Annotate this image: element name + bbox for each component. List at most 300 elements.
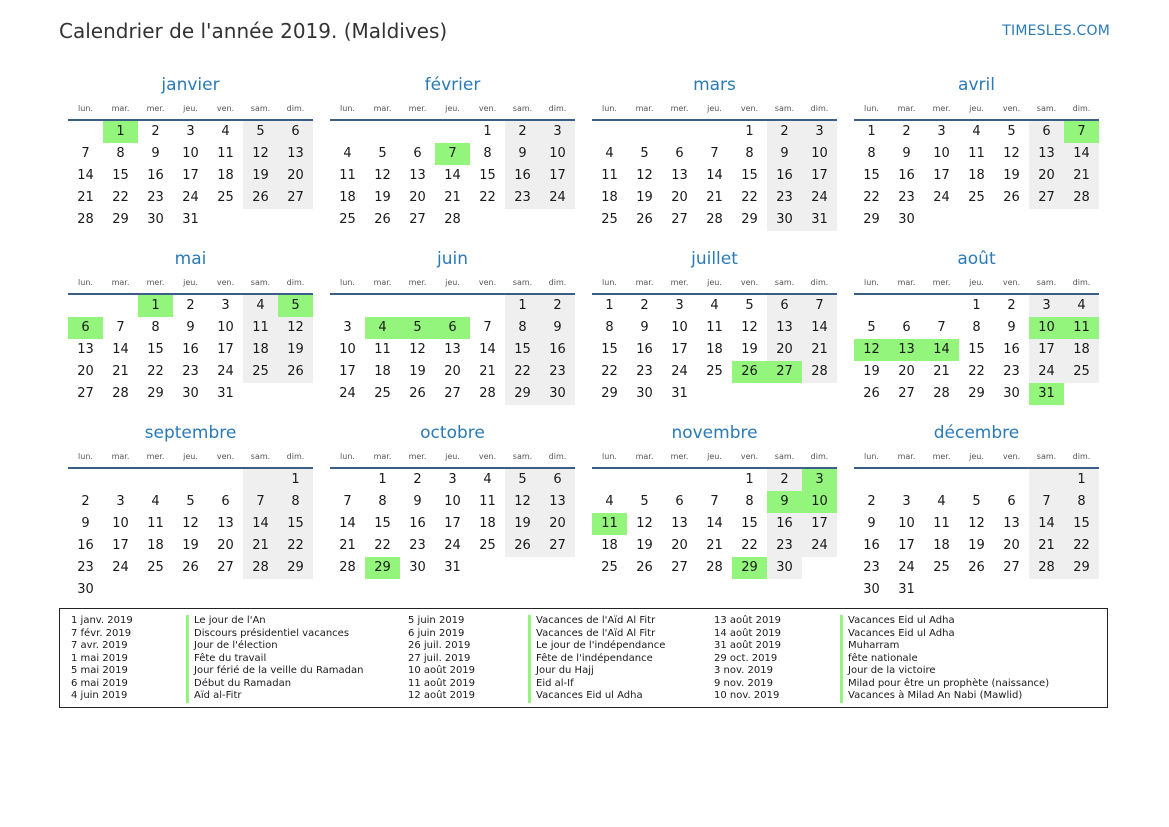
day-cell: 23 xyxy=(505,187,540,209)
weekday-label: mar. xyxy=(111,104,130,113)
day-cell: 4 xyxy=(972,124,981,139)
months-grid xyxy=(68,73,1102,595)
day-cell: 15 xyxy=(741,168,758,183)
empty-cell xyxy=(68,469,103,491)
weekday-header xyxy=(68,97,313,121)
day-cell: 17 xyxy=(112,538,129,553)
empty-cell xyxy=(435,295,470,317)
month-2 xyxy=(592,73,837,247)
weekday-label: mer. xyxy=(408,104,427,113)
day-cell: 19 xyxy=(374,190,391,205)
day-cell: 26 xyxy=(863,386,880,401)
day-grid xyxy=(68,121,313,231)
legend-date: 6 juin 2019 xyxy=(408,627,465,639)
day-cell: 10 xyxy=(444,494,461,509)
legend-date: 7 avr. 2019 xyxy=(71,640,128,651)
day-cell: 2 xyxy=(505,121,540,143)
weekday-label: lun. xyxy=(602,278,617,287)
day-cell: 25 xyxy=(217,190,234,205)
day-cell: 2 xyxy=(902,124,911,139)
day-cell: 12 xyxy=(1003,146,1020,161)
day-cell: 24 xyxy=(671,364,688,379)
day-cell: 3 xyxy=(540,121,575,143)
day-cell: 25 xyxy=(706,364,723,379)
day-cell: 7 xyxy=(937,320,946,335)
day-grid xyxy=(592,295,837,405)
weekday-label: dim. xyxy=(286,104,305,113)
day-cell: 11 xyxy=(933,516,950,531)
day-cell: 7 xyxy=(710,146,719,161)
day-cell: 9 xyxy=(902,146,911,161)
day-cell: 13 xyxy=(444,342,461,357)
day-cell: 4 xyxy=(365,317,400,339)
weekday-label: dim. xyxy=(810,278,829,287)
day-cell: 24 xyxy=(933,190,950,205)
day-cell: 1 xyxy=(138,295,173,317)
legend-date: 31 août 2019 xyxy=(714,640,782,651)
day-cell: 30 xyxy=(863,582,880,597)
day-cell: 3 xyxy=(343,320,352,335)
weekday-header xyxy=(592,445,837,469)
day-cell: 16 xyxy=(77,538,94,553)
weekday-label: dim. xyxy=(286,452,305,461)
day-cell: 21 xyxy=(243,535,278,557)
weekday-label: jeu. xyxy=(445,278,460,287)
weekday-label: mer. xyxy=(932,452,951,461)
day-cell: 11 xyxy=(147,516,164,531)
day-cell: 8 xyxy=(278,491,313,513)
day-cell: 19 xyxy=(409,364,426,379)
day-cell: 30 xyxy=(898,212,915,227)
day-cell: 17 xyxy=(444,516,461,531)
day-cell: 21 xyxy=(933,364,950,379)
legend-date: 7 févr. 2019 xyxy=(71,627,132,639)
day-cell: 2 xyxy=(413,472,422,487)
month-7 xyxy=(854,247,1099,421)
day-cell: 28 xyxy=(802,361,837,383)
day-cell: 5 xyxy=(640,146,649,161)
empty-cell xyxy=(243,469,278,491)
day-cell: 26 xyxy=(636,560,653,575)
day-cell: 18 xyxy=(339,190,356,205)
day-cell: 15 xyxy=(505,339,540,361)
weekday-label: sam. xyxy=(1036,104,1057,113)
day-cell: 4 xyxy=(243,295,278,317)
day-cell: 23 xyxy=(767,187,802,209)
empty-cell xyxy=(68,121,103,143)
weekday-label: sam. xyxy=(250,278,271,287)
day-cell: 27 xyxy=(540,535,575,557)
day-cell: 5 xyxy=(972,494,981,509)
day-cell: 24 xyxy=(444,538,461,553)
day-cell: 21 xyxy=(77,190,94,205)
day-cell: 11 xyxy=(217,146,234,161)
day-cell: 15 xyxy=(1064,513,1099,535)
legend-date: 9 nov. 2019 xyxy=(714,677,773,689)
weekday-label: mar. xyxy=(111,278,130,287)
day-cell: 8 xyxy=(745,146,754,161)
day-cell: 10 xyxy=(112,516,129,531)
legend-holiday-name: Fête de l'indépendance xyxy=(528,653,665,666)
legend-holiday-name: Jour du Hajj xyxy=(528,665,665,678)
day-cell: 25 xyxy=(374,386,391,401)
weekday-label: ven. xyxy=(1002,278,1021,287)
day-cell: 28 xyxy=(1064,187,1099,209)
day-cell: 1 xyxy=(972,298,981,313)
weekday-label: lun. xyxy=(340,452,355,461)
day-cell: 12 xyxy=(374,168,391,183)
empty-cell xyxy=(330,121,365,143)
day-cell: 22 xyxy=(505,361,540,383)
weekday-header xyxy=(854,271,1099,295)
day-cell: 25 xyxy=(243,361,278,383)
day-cell: 18 xyxy=(601,190,618,205)
weekday-header xyxy=(592,97,837,121)
day-cell: 9 xyxy=(81,516,90,531)
day-cell: 14 xyxy=(1029,513,1064,535)
day-cell: 7 xyxy=(435,143,470,165)
day-cell: 30 xyxy=(409,560,426,575)
month-name: mai xyxy=(174,249,207,269)
day-cell: 9 xyxy=(186,320,195,335)
day-cell: 10 xyxy=(898,516,915,531)
day-cell: 3 xyxy=(186,124,195,139)
weekday-label: dim. xyxy=(1072,452,1091,461)
weekday-label: jeu. xyxy=(707,104,722,113)
day-cell: 30 xyxy=(77,582,94,597)
month-5 xyxy=(330,247,575,421)
day-cell: 1 xyxy=(505,295,540,317)
empty-cell xyxy=(627,121,662,143)
day-cell: 13 xyxy=(278,143,313,165)
day-cell: 12 xyxy=(505,491,540,513)
day-cell: 8 xyxy=(745,494,754,509)
month-10 xyxy=(592,421,837,595)
day-cell: 17 xyxy=(182,168,199,183)
day-cell: 7 xyxy=(1029,491,1064,513)
day-cell: 7 xyxy=(710,494,719,509)
weekday-label: sam. xyxy=(512,278,533,287)
legend-holiday-name: Vacances Eid ul Adha xyxy=(840,615,1049,628)
day-cell: 2 xyxy=(867,494,876,509)
day-cell: 7 xyxy=(483,320,492,335)
day-cell: 17 xyxy=(933,168,950,183)
day-cell: 2 xyxy=(186,298,195,313)
weekday-label: dim. xyxy=(810,452,829,461)
day-cell: 11 xyxy=(479,494,496,509)
day-cell: 23 xyxy=(540,361,575,383)
empty-cell xyxy=(662,469,697,491)
day-cell: 28 xyxy=(706,212,723,227)
empty-cell xyxy=(330,469,365,491)
day-cell: 4 xyxy=(605,146,614,161)
day-cell: 12 xyxy=(182,516,199,531)
weekday-label: ven. xyxy=(478,278,497,287)
day-cell: 30 xyxy=(767,209,802,231)
weekday-label: jeu. xyxy=(969,104,984,113)
day-cell: 16 xyxy=(505,165,540,187)
day-cell: 8 xyxy=(972,320,981,335)
weekday-label: ven. xyxy=(216,452,235,461)
empty-cell xyxy=(68,295,103,317)
day-cell: 10 xyxy=(182,146,199,161)
weekday-label: lun. xyxy=(602,452,617,461)
weekday-header xyxy=(68,271,313,295)
day-cell: 1 xyxy=(605,298,614,313)
legend-date-column xyxy=(714,615,781,703)
day-cell: 13 xyxy=(540,491,575,513)
weekday-label: sam. xyxy=(774,452,795,461)
weekday-label: sam. xyxy=(774,278,795,287)
day-cell: 5 xyxy=(505,469,540,491)
month-0 xyxy=(68,73,313,247)
day-cell: 21 xyxy=(479,364,496,379)
day-cell: 22 xyxy=(278,535,313,557)
day-cell: 15 xyxy=(278,513,313,535)
legend-date: 1 janv. 2019 xyxy=(71,615,133,626)
month-9 xyxy=(330,421,575,595)
month-3 xyxy=(854,73,1099,247)
day-cell: 8 xyxy=(867,146,876,161)
day-cell: 27 xyxy=(671,560,688,575)
legend-name-column xyxy=(840,615,1049,703)
day-cell: 11 xyxy=(1064,317,1099,339)
day-cell: 20 xyxy=(1029,165,1064,187)
day-cell: 14 xyxy=(924,339,959,361)
day-cell: 16 xyxy=(863,538,880,553)
empty-cell xyxy=(627,469,662,491)
day-cell: 24 xyxy=(1029,361,1064,383)
day-cell: 2 xyxy=(1007,298,1016,313)
day-cell: 28 xyxy=(339,560,356,575)
legend-holiday-name: Début du Ramadan xyxy=(186,678,364,691)
month-11 xyxy=(854,421,1099,595)
day-cell: 11 xyxy=(968,146,985,161)
day-cell: 27 xyxy=(671,212,688,227)
day-cell: 20 xyxy=(1003,538,1020,553)
day-cell: 13 xyxy=(889,339,924,361)
day-cell: 24 xyxy=(802,187,837,209)
empty-cell xyxy=(592,469,627,491)
page-title: Calendrier de l'année 2019. (Maldives) xyxy=(59,19,448,43)
day-cell: 29 xyxy=(968,386,985,401)
day-cell: 29 xyxy=(1064,557,1099,579)
day-cell: 5 xyxy=(867,320,876,335)
day-cell: 8 xyxy=(483,146,492,161)
legend-holiday-name: Aïd al-Fitr xyxy=(186,690,364,703)
day-cell: 26 xyxy=(243,187,278,209)
day-cell: 7 xyxy=(116,320,125,335)
weekday-label: dim. xyxy=(548,104,567,113)
day-cell: 25 xyxy=(601,560,618,575)
day-cell: 8 xyxy=(505,317,540,339)
empty-cell xyxy=(592,121,627,143)
day-cell: 8 xyxy=(116,146,125,161)
day-cell: 28 xyxy=(77,212,94,227)
day-cell: 24 xyxy=(540,187,575,209)
day-cell: 6 xyxy=(221,494,230,509)
day-cell: 11 xyxy=(339,168,356,183)
weekday-label: ven. xyxy=(740,104,759,113)
day-cell: 24 xyxy=(217,364,234,379)
weekday-label: mer. xyxy=(146,278,165,287)
day-cell: 29 xyxy=(732,557,767,579)
day-cell: 20 xyxy=(77,364,94,379)
day-cell: 3 xyxy=(802,469,837,491)
day-cell: 30 xyxy=(182,386,199,401)
weekday-label: mer. xyxy=(932,278,951,287)
day-cell: 25 xyxy=(933,560,950,575)
day-cell: 13 xyxy=(409,168,426,183)
day-cell: 8 xyxy=(378,494,387,509)
day-cell: 19 xyxy=(741,342,758,357)
day-cell: 2 xyxy=(540,295,575,317)
day-cell: 28 xyxy=(1029,557,1064,579)
empty-cell xyxy=(959,469,994,491)
day-cell: 20 xyxy=(898,364,915,379)
day-cell: 8 xyxy=(605,320,614,335)
legend-date: 10 août 2019 xyxy=(408,665,476,676)
weekday-label: ven. xyxy=(740,278,759,287)
month-name: avril xyxy=(958,75,995,95)
weekday-label: sam. xyxy=(774,104,795,113)
legend-date: 12 août 2019 xyxy=(408,690,476,701)
day-cell: 15 xyxy=(741,516,758,531)
weekday-label: lun. xyxy=(340,104,355,113)
day-cell: 20 xyxy=(671,538,688,553)
day-cell: 12 xyxy=(636,168,653,183)
weekday-label: jeu. xyxy=(183,104,198,113)
day-cell: 26 xyxy=(182,560,199,575)
day-cell: 12 xyxy=(741,320,758,335)
day-cell: 10 xyxy=(217,320,234,335)
day-cell: 26 xyxy=(505,535,540,557)
weekday-header xyxy=(592,271,837,295)
day-cell: 18 xyxy=(374,364,391,379)
legend-holiday-name: Le jour de l'An xyxy=(186,615,364,628)
day-cell: 27 xyxy=(409,212,426,227)
day-cell: 11 xyxy=(592,513,627,535)
day-cell: 26 xyxy=(636,212,653,227)
day-cell: 28 xyxy=(479,386,496,401)
day-cell: 14 xyxy=(1064,143,1099,165)
weekday-label: jeu. xyxy=(183,452,198,461)
weekday-label: mar. xyxy=(373,452,392,461)
weekday-label: dim. xyxy=(810,104,829,113)
day-cell: 21 xyxy=(802,339,837,361)
day-cell: 1 xyxy=(1064,469,1099,491)
day-cell: 19 xyxy=(243,165,278,187)
day-cell: 24 xyxy=(802,535,837,557)
weekday-label: jeu. xyxy=(445,104,460,113)
day-cell: 16 xyxy=(767,513,802,535)
legend-date: 26 juil. 2019 xyxy=(408,640,471,651)
day-cell: 22 xyxy=(741,538,758,553)
day-cell: 27 xyxy=(898,386,915,401)
day-cell: 23 xyxy=(409,538,426,553)
day-grid xyxy=(592,121,837,231)
empty-cell xyxy=(330,295,365,317)
weekday-label: dim. xyxy=(548,452,567,461)
legend-holiday-name: Vacances Eid ul Adha xyxy=(528,690,665,703)
legend-date: 5 juin 2019 xyxy=(408,615,465,626)
day-cell: 14 xyxy=(706,516,723,531)
day-cell: 23 xyxy=(863,560,880,575)
weekday-label: ven. xyxy=(216,278,235,287)
weekday-header xyxy=(854,97,1099,121)
day-cell: 1 xyxy=(278,469,313,491)
day-cell: 19 xyxy=(636,190,653,205)
day-cell: 4 xyxy=(151,494,160,509)
day-cell: 12 xyxy=(854,339,889,361)
day-cell: 26 xyxy=(409,386,426,401)
weekday-label: lun. xyxy=(340,278,355,287)
weekday-label: sam. xyxy=(250,104,271,113)
weekday-label: mar. xyxy=(635,278,654,287)
day-cell: 6 xyxy=(1029,121,1064,143)
day-cell: 5 xyxy=(745,298,754,313)
day-cell: 3 xyxy=(902,494,911,509)
empty-cell xyxy=(1029,469,1064,491)
day-cell: 4 xyxy=(937,494,946,509)
day-cell: 21 xyxy=(706,190,723,205)
day-cell: 7 xyxy=(1064,121,1099,143)
day-cell: 6 xyxy=(278,121,313,143)
day-cell: 29 xyxy=(505,383,540,405)
day-cell: 14 xyxy=(444,168,461,183)
day-cell: 4 xyxy=(221,124,230,139)
day-cell: 25 xyxy=(601,212,618,227)
day-cell: 16 xyxy=(409,516,426,531)
day-cell: 6 xyxy=(413,146,422,161)
day-cell: 30 xyxy=(540,383,575,405)
empty-cell xyxy=(103,469,138,491)
weekday-label: ven. xyxy=(216,104,235,113)
day-cell: 21 xyxy=(1064,165,1099,187)
day-cell: 11 xyxy=(243,317,278,339)
day-cell: 2 xyxy=(81,494,90,509)
day-cell: 28 xyxy=(112,386,129,401)
day-cell: 12 xyxy=(278,317,313,339)
day-cell: 16 xyxy=(636,342,653,357)
empty-cell xyxy=(697,121,732,143)
brand-link[interactable]: TIMESLES.COM xyxy=(1002,23,1110,39)
day-cell: 16 xyxy=(147,168,164,183)
weekday-label: ven. xyxy=(1002,104,1021,113)
legend-date: 11 août 2019 xyxy=(408,677,476,689)
day-cell: 10 xyxy=(339,342,356,357)
weekday-header xyxy=(330,271,575,295)
day-cell: 5 xyxy=(640,494,649,509)
empty-cell xyxy=(924,469,959,491)
legend-holiday-name: Discours présidentiel vacances xyxy=(186,628,364,641)
day-cell: 20 xyxy=(444,364,461,379)
weekday-label: mer. xyxy=(670,452,689,461)
day-cell: 23 xyxy=(77,560,94,575)
day-cell: 16 xyxy=(182,342,199,357)
weekday-label: sam. xyxy=(1036,452,1057,461)
day-cell: 9 xyxy=(867,516,876,531)
month-6 xyxy=(592,247,837,421)
day-cell: 3 xyxy=(448,472,457,487)
day-cell: 25 xyxy=(339,212,356,227)
empty-cell xyxy=(208,469,243,491)
day-cell: 22 xyxy=(863,190,880,205)
empty-cell xyxy=(138,469,173,491)
day-cell: 12 xyxy=(968,516,985,531)
empty-cell xyxy=(924,295,959,317)
legend-date: 1 mai 2019 xyxy=(71,652,128,664)
